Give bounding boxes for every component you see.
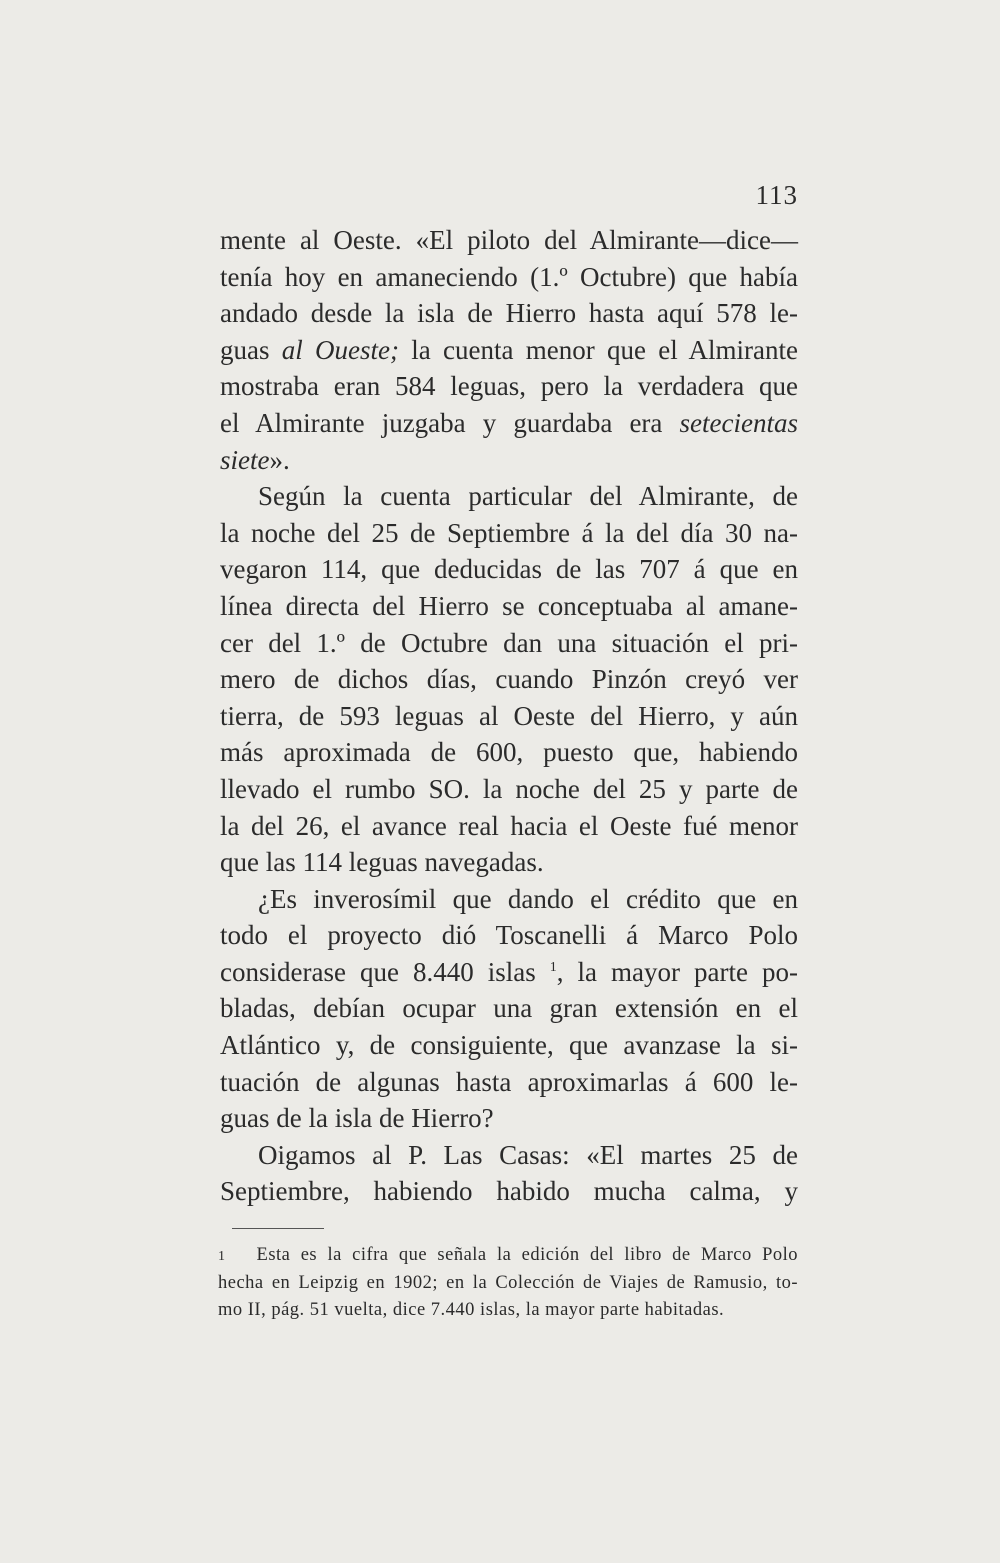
text-line: mostraba eran 584 leguas, pero la verdadera que [220,371,798,402]
footnote-line: mo II, pág. 51 vuelta, dice 7.440 islas, la mayor parte habitadas. [218,1300,725,1320]
text-line: considerase que 8.440 islas $^1$, la mayor parte po- [220,956,798,987]
text-line: todo el proyecto dió Toscanelli á Marco Polo [220,920,798,951]
paragraph-2 [220,478,798,881]
italic-term: al Oueste; [281,334,400,365]
footnote [218,1242,798,1324]
text-line: bladas, debían ocupar una gran extensión en el [220,993,798,1024]
text-line: línea directa del Hierro se conceptuaba al amane- [220,590,798,621]
text-line: ¿Es inverosímil que dando el crédito que en [258,883,798,914]
main-text [220,222,798,1210]
italic-term: setecientas [679,407,798,438]
text-line: llevado el rumbo SO. la noche del 25 y parte de [220,773,798,804]
text-line: Según la cuenta particular del Almirante, de [258,481,798,512]
text-line: cer del 1.º de Octubre dan una situación el pri- [220,627,798,658]
footnote-line: 1 Esta es la cifra que señala la edición del libro de Marco Polo [218,1245,799,1265]
text-line: Oigamos al P. Las Casas: «El martes 25 de [258,1139,798,1170]
text-line: Atlántico y, de consiguiente, que avanzase la si- [220,1030,798,1061]
text-line: la del 26, el avance real hacia el Oeste fué menor [220,810,798,841]
text-line: guas de la isla de Hierro? [220,1103,494,1134]
footnote-divider [232,1228,324,1229]
text-line: mente al Oeste. «El piloto del Almirante—dice— [220,225,798,255]
text-line: siete». [220,444,290,475]
italic-term: siete [220,444,270,475]
paragraph-4 [220,1137,798,1210]
text-line: el Almirante juzgaba y guardaba era setecientas [220,407,798,438]
text-line: tierra, de 593 leguas al Oeste del Hierro, y aún [220,700,798,731]
footnote-line: hecha en Leipzig en 1902; en la Colección de Viajes de Ramusio, to- [218,1273,798,1293]
text-line: tuación de algunas hasta aproximarlas á 600 le- [220,1066,798,1097]
page-number: 113 [755,180,798,210]
paragraph-3 [220,881,798,1137]
text-line: andado desde la isla de Hierro hasta aquí 578 le- [220,298,798,329]
text-line: tenía hoy en amaneciendo (1.º Octubre) que había [220,261,798,292]
footnote-ref: 1 [549,959,557,975]
footnote-marker: 1 [218,1249,226,1264]
text-line: la noche del 25 de Septiembre á la del día 30 na- [220,517,798,548]
paragraph-1 [220,222,798,478]
text-line: mero de dichos días, cuando Pinzón creyó ver [220,664,798,695]
text-line: que las 114 leguas navegadas. [220,847,544,878]
text-line: más aproximada de 600, puesto que, habiendo [220,737,798,768]
text-line: vegaron 114, que deducidas de las 707 á que en [220,554,798,585]
text-line: Septiembre, habiendo habido mucha calma, y [220,1176,798,1207]
text-line: guas al Oueste; la cuenta menor que el Almirante [220,334,799,365]
